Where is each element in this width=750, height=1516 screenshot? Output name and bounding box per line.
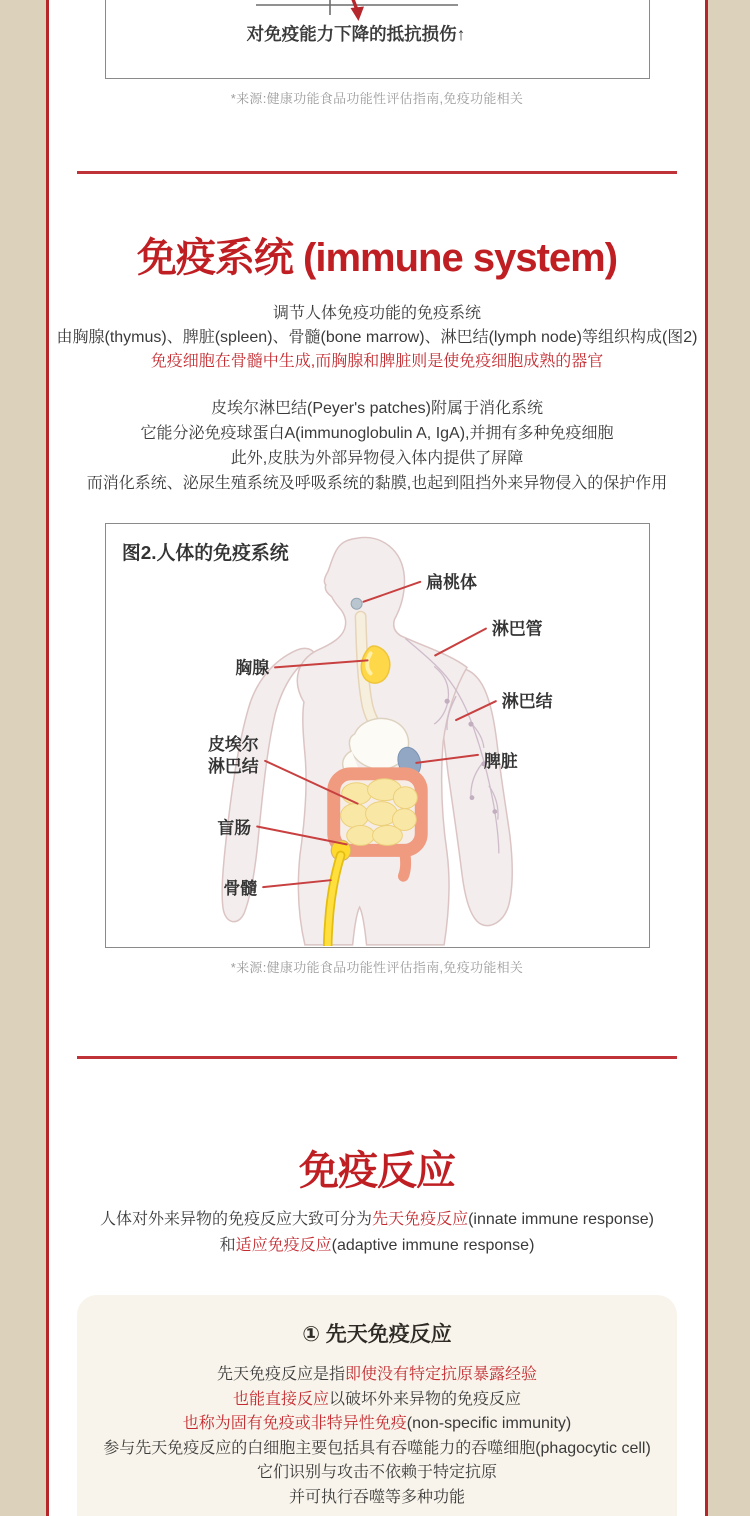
figure1-chart-fragment	[106, 0, 648, 79]
innate-line	[77, 1412, 677, 1437]
detail-line: 它能分泌免疫球蛋白A(immunoglobulin A, IgA),并拥有多种免疫细胞	[140, 425, 614, 442]
section-divider	[77, 1056, 677, 1059]
leader-lymph-vessel	[435, 629, 486, 656]
label-lymph-node: 淋巴结	[501, 692, 552, 712]
innate-text-highlight: 也称为固有免疫或非特异性免疫	[182, 1415, 407, 1432]
innate-card-heading: ① 先天免疫反应	[302, 1323, 452, 1346]
response-text: 人体对外来异物的免疫反应大致可分为	[100, 1211, 373, 1228]
section-divider	[77, 171, 677, 174]
innate-text: (non-specific immunity)	[406, 1415, 572, 1432]
tonsil-organ	[351, 598, 362, 609]
response-text: (adaptive immune response)	[331, 1237, 535, 1254]
intro-line-highlight: 免疫细胞在骨髓中生成,而胸腺和脾脏则是使免疫细胞成熟的器官	[150, 353, 604, 370]
response-text: 和	[219, 1237, 236, 1254]
innate-immunity-card	[77, 1295, 677, 1516]
innate-card-body	[77, 1363, 677, 1510]
label-lymph-vessel: 淋巴管	[491, 619, 543, 639]
immune-response-intro	[49, 1207, 705, 1259]
response-text: (innate immune response)	[468, 1211, 654, 1228]
detail-line: 此外,皮肤为外部异物侵入体内提供了屏障	[230, 450, 524, 467]
content-column	[46, 0, 708, 1516]
figure1-box	[105, 0, 650, 79]
immune-system-detail	[49, 396, 705, 496]
figure2-box	[105, 523, 650, 948]
label-peyers-1: 皮埃尔	[207, 734, 259, 754]
detail-line: 而消化系统、泌尿生殖系统及呼吸系统的黏膜,也起到阻挡外来异物侵入的保护作用	[86, 475, 668, 492]
innate-text-highlight: 即使没有特定抗原暴露经验	[345, 1366, 538, 1383]
innate-text: 以破坏外来异物的免疫反应	[329, 1390, 522, 1408]
innate-text: 先天免疫反应是指	[216, 1366, 345, 1383]
figure1-caption: 对免疫能力下降的抵抗损伤↑	[246, 24, 465, 44]
trend-arrow-head	[350, 7, 364, 22]
immune-system-title: 免疫系统 (immune system)	[136, 236, 618, 280]
innate-text-highlight: 也能直接反应	[232, 1390, 329, 1408]
innate-line: 并可执行吞噬等多种功能	[288, 1488, 465, 1506]
label-peyers-2: 淋巴结	[207, 756, 259, 776]
descending-colon	[403, 850, 405, 876]
response-line	[49, 1233, 705, 1259]
label-bone-marrow: 骨髓	[222, 879, 257, 899]
response-text-highlight: 适应免疫反应	[235, 1237, 332, 1254]
intro-line: 调节人体免疫功能的免疫系统	[272, 305, 481, 322]
innate-line	[77, 1363, 677, 1388]
label-thymus: 胸腺	[234, 658, 269, 678]
source-note: *来源:健康功能食品功能性评估指南,免疫功能相关	[230, 91, 524, 106]
source-note: *来源:健康功能食品功能性评估指南,免疫功能相关	[230, 960, 524, 975]
innate-line: 参与先天免疫反应的白细胞主要包括具有吞噬能力的吞噬细胞(phagocytic cell)	[103, 1439, 651, 1457]
label-cecum: 盲肠	[216, 818, 251, 838]
intro-line: 由胸腺(thymus)、脾脏(spleen)、骨髓(bone marrow)、淋巴结(lymph node)等组织构成(图2)	[56, 329, 698, 346]
immune-response-title: 免疫反应	[299, 1149, 455, 1193]
response-text-highlight: 先天免疫反应	[372, 1211, 469, 1228]
response-line	[49, 1207, 705, 1233]
figure2-title: 图2.人体的免疫系统	[121, 542, 289, 564]
label-tonsil: 扁桃体	[425, 572, 477, 592]
figure2-illustration	[106, 524, 648, 946]
label-spleen: 脾脏	[483, 751, 518, 771]
innate-line: 它们识别与攻击不依赖于特定抗原	[256, 1464, 497, 1481]
detail-line: 皮埃尔淋巴结(Peyer's patches)附属于消化系统	[211, 400, 543, 417]
immune-system-intro	[49, 302, 705, 374]
innate-line	[77, 1388, 677, 1413]
